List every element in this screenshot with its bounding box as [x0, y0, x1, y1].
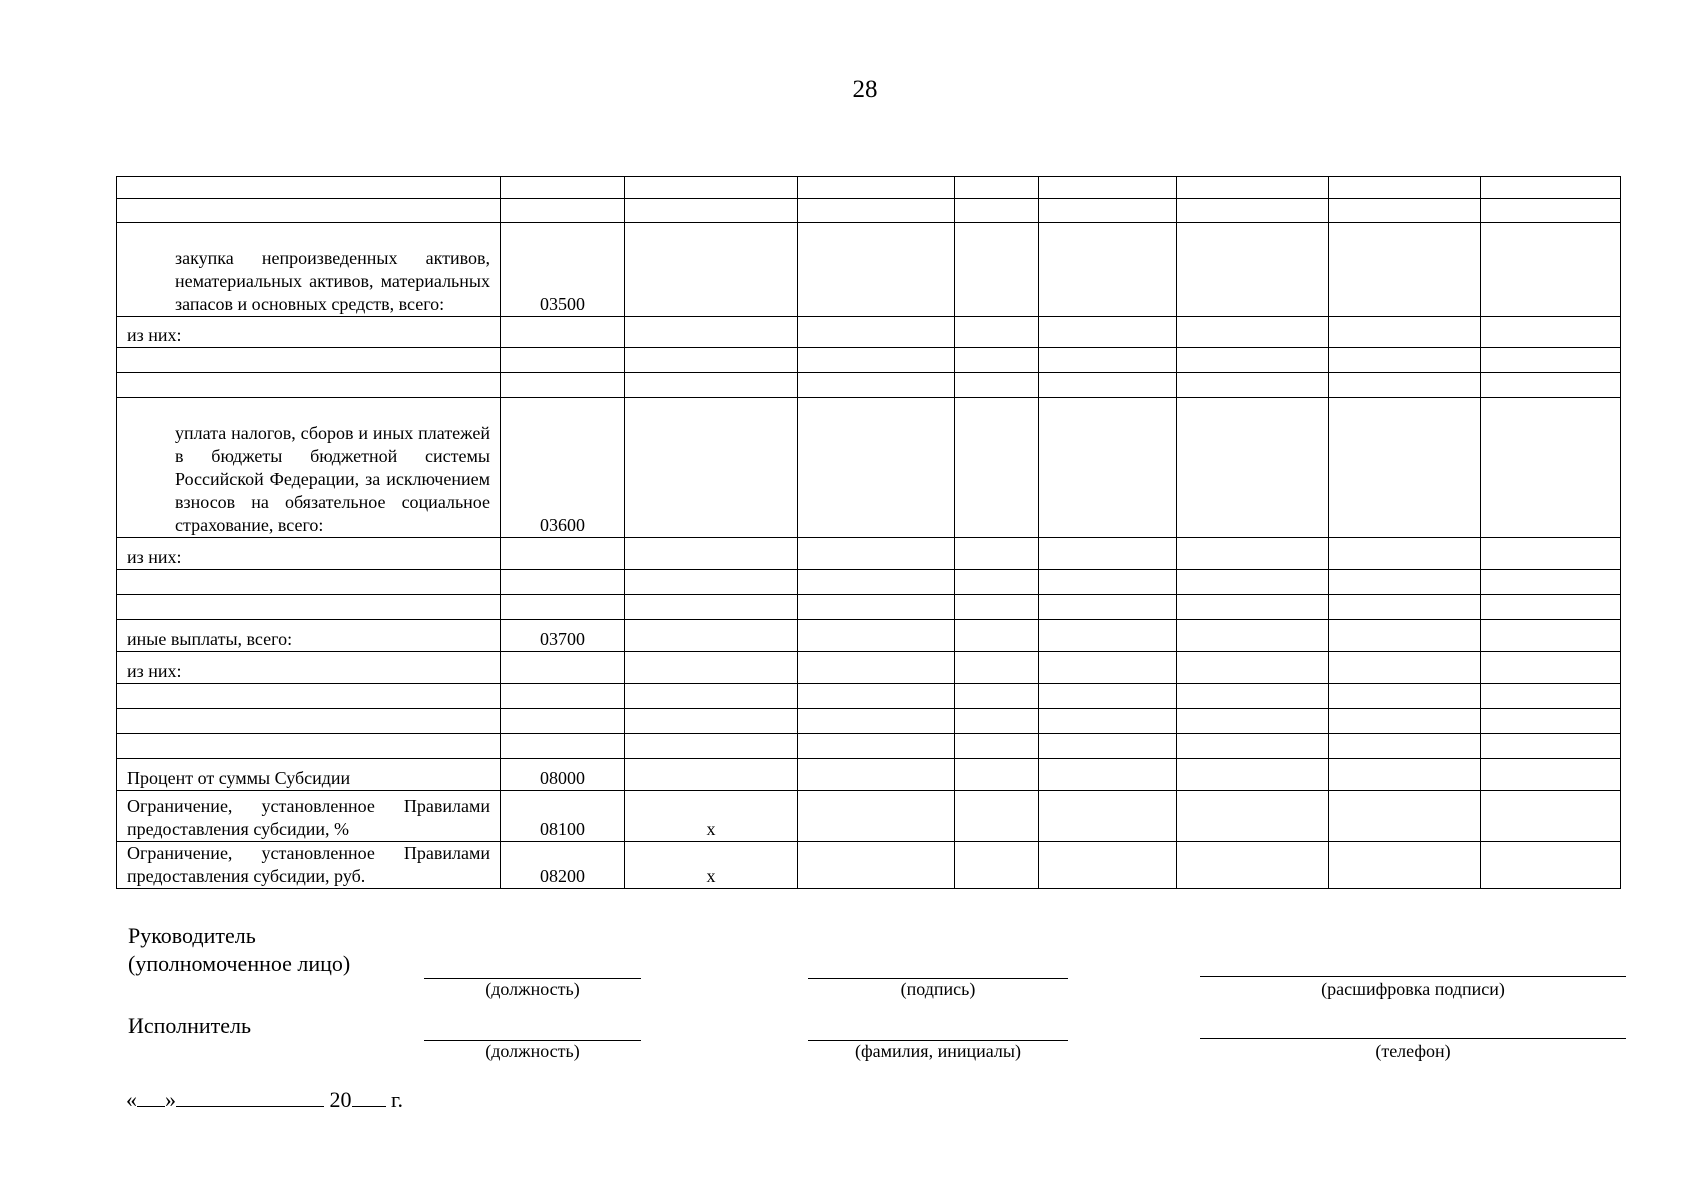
value-cell[interactable] — [1481, 538, 1621, 570]
value-cell[interactable] — [798, 791, 955, 842]
value-cell[interactable] — [1039, 348, 1177, 373]
table-row — [117, 398, 1621, 538]
value-cell[interactable] — [1329, 620, 1481, 652]
value-cell[interactable] — [625, 398, 798, 538]
date-year-blank[interactable] — [352, 1086, 386, 1107]
value-cell[interactable] — [1481, 223, 1621, 317]
value-cell[interactable] — [1329, 709, 1481, 734]
value-cell[interactable] — [1481, 348, 1621, 373]
value-cell[interactable] — [955, 709, 1039, 734]
row-code — [501, 570, 625, 595]
row-description: Процент от суммы Субсидии — [117, 759, 501, 791]
value-cell[interactable] — [1329, 538, 1481, 570]
value-cell[interactable] — [1039, 595, 1177, 620]
date-year-prefix: 20 — [329, 1087, 352, 1112]
value-cell[interactable] — [955, 177, 1039, 199]
report-table — [116, 176, 1621, 889]
value-cell[interactable] — [955, 842, 1039, 889]
row-description: Ограничение, установленное Правилами предоставления субсидии, руб. — [117, 842, 501, 889]
table-row — [117, 620, 1621, 652]
value-cell[interactable] — [1039, 199, 1177, 223]
value-cell[interactable]: х — [625, 842, 798, 889]
value-cell[interactable] — [1481, 791, 1621, 842]
value-cell[interactable] — [798, 570, 955, 595]
executor-name-caption: (фамилия, инициалы) — [855, 1041, 1021, 1061]
value-cell[interactable] — [1177, 199, 1329, 223]
row-code — [501, 373, 625, 398]
executor-position-line[interactable] — [424, 1040, 641, 1041]
table-row — [117, 759, 1621, 791]
head-signature-caption: (подпись) — [900, 979, 976, 999]
value-cell[interactable] — [1039, 620, 1177, 652]
date-open-quote: « — [126, 1087, 137, 1112]
value-cell[interactable] — [1177, 842, 1329, 889]
value-cell[interactable] — [625, 759, 798, 791]
value-cell[interactable] — [1039, 791, 1177, 842]
value-cell[interactable] — [1329, 223, 1481, 317]
head-decoding-caption: (расшифровка подписи) — [1321, 979, 1505, 999]
date-year-suffix: г. — [391, 1087, 404, 1112]
table-row — [117, 595, 1621, 620]
value-cell[interactable]: х — [625, 791, 798, 842]
value-cell[interactable] — [1177, 652, 1329, 684]
value-cell[interactable] — [955, 570, 1039, 595]
row-code: 03600 — [501, 398, 625, 538]
value-cell[interactable] — [1177, 398, 1329, 538]
value-cell[interactable] — [1329, 570, 1481, 595]
value-cell[interactable] — [1329, 652, 1481, 684]
value-cell[interactable] — [1481, 177, 1621, 199]
head-position-line[interactable] — [424, 978, 641, 979]
value-cell[interactable] — [1329, 842, 1481, 889]
value-cell[interactable] — [1481, 595, 1621, 620]
value-cell[interactable] — [1481, 620, 1621, 652]
value-cell[interactable] — [1481, 398, 1621, 538]
value-cell[interactable] — [798, 348, 955, 373]
value-cell[interactable] — [1481, 199, 1621, 223]
value-cell[interactable] — [625, 595, 798, 620]
value-cell[interactable] — [625, 373, 798, 398]
value-cell[interactable] — [1329, 177, 1481, 199]
value-cell[interactable] — [1177, 759, 1329, 791]
row-description — [117, 709, 501, 734]
value-cell[interactable] — [1177, 373, 1329, 398]
value-cell[interactable] — [1481, 759, 1621, 791]
value-cell[interactable] — [1039, 223, 1177, 317]
value-cell[interactable] — [1039, 317, 1177, 348]
value-cell[interactable] — [798, 199, 955, 223]
row-code: 08200 — [501, 842, 625, 889]
table-row — [117, 348, 1621, 373]
head-decoding-line[interactable] — [1200, 976, 1626, 977]
row-code — [501, 684, 625, 709]
value-cell[interactable] — [1481, 709, 1621, 734]
table-row — [117, 373, 1621, 398]
value-cell[interactable] — [955, 199, 1039, 223]
executor-phone-line[interactable] — [1200, 1038, 1626, 1039]
value-cell[interactable] — [625, 199, 798, 223]
row-description: иные выплаты, всего: — [117, 620, 501, 652]
table-row — [117, 842, 1621, 889]
value-cell[interactable] — [1039, 538, 1177, 570]
value-cell[interactable] — [625, 570, 798, 595]
value-cell[interactable] — [1177, 223, 1329, 317]
value-cell[interactable] — [1177, 791, 1329, 842]
executor-name-line[interactable] — [808, 1040, 1068, 1041]
row-description: Ограничение, установленное Правилами предоставления субсидии, % — [117, 791, 501, 842]
value-cell[interactable] — [955, 759, 1039, 791]
value-cell[interactable] — [1039, 398, 1177, 538]
value-cell[interactable] — [1329, 199, 1481, 223]
row-description: из них: — [117, 538, 501, 570]
value-cell[interactable] — [1481, 317, 1621, 348]
value-cell[interactable] — [625, 709, 798, 734]
table-row — [117, 734, 1621, 759]
value-cell[interactable] — [1177, 177, 1329, 199]
value-cell[interactable] — [625, 652, 798, 684]
value-cell[interactable] — [1177, 709, 1329, 734]
row-code: 08000 — [501, 759, 625, 791]
value-cell[interactable] — [798, 317, 955, 348]
value-cell[interactable] — [625, 177, 798, 199]
table-row — [117, 317, 1621, 348]
value-cell[interactable] — [625, 317, 798, 348]
value-cell[interactable] — [955, 223, 1039, 317]
row-code — [501, 538, 625, 570]
row-code — [501, 595, 625, 620]
value-cell[interactable] — [1177, 620, 1329, 652]
table-row — [117, 684, 1621, 709]
value-cell[interactable] — [1177, 684, 1329, 709]
value-cell[interactable] — [955, 620, 1039, 652]
value-cell[interactable] — [625, 620, 798, 652]
row-code: 03500 — [501, 223, 625, 317]
value-cell[interactable] — [1329, 734, 1481, 759]
value-cell[interactable] — [955, 684, 1039, 709]
value-cell[interactable] — [1329, 398, 1481, 538]
head-signature-line[interactable] — [808, 978, 1068, 979]
executor-label: Исполнитель — [128, 1013, 252, 1038]
row-description — [117, 684, 501, 709]
value-cell[interactable] — [1481, 842, 1621, 889]
date-close-quote: » — [165, 1087, 176, 1112]
row-description: из них: — [117, 317, 501, 348]
row-description — [117, 177, 501, 199]
row-code — [501, 652, 625, 684]
value-cell[interactable] — [955, 398, 1039, 538]
value-cell[interactable] — [1177, 538, 1329, 570]
row-code — [501, 734, 625, 759]
row-description: из них: — [117, 652, 501, 684]
value-cell[interactable] — [1039, 734, 1177, 759]
value-cell[interactable] — [1481, 652, 1621, 684]
page-number: 28 — [852, 76, 878, 103]
table-row — [117, 538, 1621, 570]
value-cell[interactable] — [1329, 759, 1481, 791]
value-cell[interactable] — [798, 177, 955, 199]
head-label — [128, 922, 350, 978]
value-cell[interactable] — [798, 223, 955, 317]
value-cell[interactable] — [1039, 373, 1177, 398]
value-cell[interactable] — [1039, 177, 1177, 199]
row-description — [117, 595, 501, 620]
value-cell[interactable] — [1039, 709, 1177, 734]
value-cell[interactable] — [955, 791, 1039, 842]
date-line — [126, 1086, 403, 1113]
value-cell[interactable] — [955, 373, 1039, 398]
row-description — [117, 373, 501, 398]
value-cell[interactable] — [955, 317, 1039, 348]
value-cell[interactable] — [955, 538, 1039, 570]
row-code — [501, 177, 625, 199]
value-cell[interactable] — [1329, 373, 1481, 398]
value-cell[interactable] — [1177, 317, 1329, 348]
head-label-line1: Руководитель — [128, 923, 256, 948]
value-cell[interactable] — [1329, 791, 1481, 842]
value-cell[interactable] — [1329, 595, 1481, 620]
value-cell[interactable] — [1329, 348, 1481, 373]
value-cell[interactable] — [798, 842, 955, 889]
value-cell[interactable] — [1481, 570, 1621, 595]
value-cell[interactable] — [1481, 373, 1621, 398]
table-row — [117, 652, 1621, 684]
row-code: 08100 — [501, 791, 625, 842]
value-cell[interactable] — [625, 538, 798, 570]
table-row — [117, 199, 1621, 223]
value-cell[interactable] — [1481, 734, 1621, 759]
value-cell[interactable] — [1177, 570, 1329, 595]
row-description — [117, 348, 501, 373]
value-cell[interactable] — [798, 734, 955, 759]
row-code: 03700 — [501, 620, 625, 652]
value-cell[interactable] — [625, 734, 798, 759]
value-cell[interactable] — [798, 652, 955, 684]
value-cell[interactable] — [1039, 652, 1177, 684]
value-cell[interactable] — [1481, 684, 1621, 709]
executor-position-caption: (должность) — [485, 1041, 580, 1061]
table-row — [117, 177, 1621, 199]
table-row — [117, 709, 1621, 734]
value-cell[interactable] — [798, 620, 955, 652]
value-cell[interactable] — [955, 734, 1039, 759]
value-cell[interactable] — [1329, 317, 1481, 348]
row-description — [117, 570, 501, 595]
value-cell[interactable] — [1329, 684, 1481, 709]
date-month-blank[interactable] — [176, 1086, 324, 1107]
row-code — [501, 348, 625, 373]
value-cell[interactable] — [1177, 595, 1329, 620]
executor-phone-caption: (телефон) — [1375, 1041, 1451, 1061]
value-cell[interactable] — [955, 652, 1039, 684]
row-code — [501, 199, 625, 223]
table-row — [117, 791, 1621, 842]
value-cell[interactable] — [625, 348, 798, 373]
value-cell[interactable] — [1177, 348, 1329, 373]
value-cell[interactable] — [955, 595, 1039, 620]
value-cell[interactable] — [1177, 734, 1329, 759]
value-cell[interactable] — [798, 373, 955, 398]
value-cell[interactable] — [1039, 570, 1177, 595]
value-cell[interactable] — [798, 684, 955, 709]
value-cell[interactable] — [798, 759, 955, 791]
date-day-blank[interactable] — [137, 1086, 165, 1107]
row-code — [501, 317, 625, 348]
row-description: закупка непроизведенных активов, нематериальных активов, материальных запасов и основных средств, всего: — [117, 223, 501, 317]
value-cell[interactable] — [625, 684, 798, 709]
value-cell[interactable] — [625, 223, 798, 317]
table-row — [117, 570, 1621, 595]
row-description — [117, 734, 501, 759]
row-description: уплата налогов, сборов и иных платежей в бюджеты бюджетной системы Российской Федерации, за исключением взносов на обязательное социальное страхование, всего: — [117, 398, 501, 538]
value-cell[interactable] — [798, 709, 955, 734]
value-cell[interactable] — [798, 398, 955, 538]
value-cell[interactable] — [1039, 759, 1177, 791]
value-cell[interactable] — [1039, 842, 1177, 889]
row-description — [117, 199, 501, 223]
value-cell[interactable] — [798, 538, 955, 570]
row-code — [501, 709, 625, 734]
value-cell[interactable] — [798, 595, 955, 620]
value-cell[interactable] — [955, 348, 1039, 373]
head-position-caption: (должность) — [485, 979, 580, 999]
value-cell[interactable] — [1039, 684, 1177, 709]
head-label-line2: (уполномоченное лицо) — [128, 951, 351, 976]
table-row — [117, 223, 1621, 317]
